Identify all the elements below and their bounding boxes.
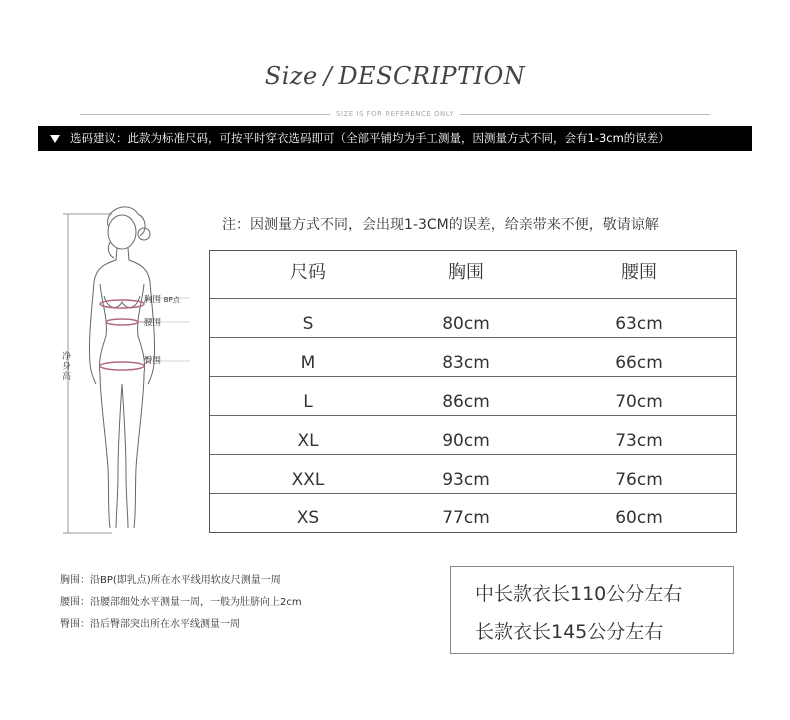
- cell-size: L: [303, 392, 313, 412]
- table-row: [210, 383, 736, 422]
- cell-size: M: [300, 353, 316, 373]
- label-hip: 臀围: [144, 356, 162, 366]
- header-waist: 腰围: [621, 262, 657, 283]
- header-size: 尺码: [290, 262, 326, 283]
- cell-bust: 77cm: [442, 508, 490, 528]
- cell-size: XXL: [291, 470, 325, 490]
- divider-left: [80, 114, 330, 115]
- page-title: [0, 62, 790, 90]
- cell-waist: 63cm: [615, 314, 663, 334]
- cell-waist: 60cm: [615, 508, 663, 528]
- table-divider: [210, 337, 736, 338]
- size-advice-banner: [38, 126, 752, 151]
- size-table: [209, 250, 737, 533]
- cell-bust: 86cm: [442, 392, 490, 412]
- table-row: [210, 461, 736, 500]
- length-long: 长款衣长145公分左右: [475, 621, 664, 643]
- measure-waist: 腰围：沿腰部细处水平测量一周，一般为肚脐向上2cm: [60, 597, 302, 608]
- garment-length-box: [450, 566, 734, 654]
- table-divider: [210, 298, 736, 299]
- cell-waist: 66cm: [615, 353, 663, 373]
- label-height: 净身高: [62, 352, 72, 382]
- table-header-row: [210, 251, 736, 290]
- measure-bust: 胸围：沿BP(即乳点)所在水平线用软皮尺测量一周: [60, 575, 281, 586]
- title-sub: DESCRIPTION: [338, 62, 526, 90]
- cell-bust: 80cm: [442, 314, 490, 334]
- triangle-down-icon: [50, 135, 60, 143]
- table-row: [210, 499, 736, 538]
- subtitle: SIZE IS FOR REFERENCE ONLY: [335, 110, 455, 118]
- banner-text: 选码建议：此款为标准尺码，可按平时穿衣选码即可（全部平铺均为手工测量，因测量方式不同，会有1-3cm的误差）: [70, 131, 670, 145]
- length-medium: 中长款衣长110公分左右: [475, 583, 683, 605]
- measurement-instructions: [60, 573, 400, 639]
- table-divider: [210, 415, 736, 416]
- cell-size: XS: [296, 508, 320, 528]
- subtitle-divider: [80, 108, 710, 120]
- header-bust: 胸围: [448, 262, 484, 283]
- table-row: [210, 344, 736, 383]
- table-divider: [210, 493, 736, 494]
- table-row: [210, 422, 736, 461]
- cell-bust: 90cm: [442, 431, 490, 451]
- cell-size: S: [302, 314, 314, 334]
- table-divider: [210, 454, 736, 455]
- cell-bust: 83cm: [442, 353, 490, 373]
- label-bust-text: 胸围: [144, 295, 162, 305]
- table-row: [210, 305, 736, 344]
- label-bust: [144, 293, 180, 305]
- label-waist: 腰围: [144, 318, 162, 328]
- body-outline-icon: [52, 198, 212, 538]
- label-bp-text: BP点: [163, 296, 180, 304]
- cell-size: XL: [297, 431, 319, 451]
- table-divider: [210, 376, 736, 377]
- measurement-note: 注：因测量方式不同，会出现1-3CM的误差，给亲带来不便，敬请谅解: [222, 217, 659, 233]
- cell-waist: 76cm: [615, 470, 663, 490]
- title-main: Size: [264, 62, 318, 90]
- measure-hip: 臀围：沿后臀部突出所在水平线测量一周: [60, 619, 240, 630]
- cell-bust: 93cm: [442, 470, 490, 490]
- title-separator: /: [323, 62, 333, 90]
- cell-waist: 73cm: [615, 431, 663, 451]
- body-figure-illustration: [52, 198, 212, 538]
- cell-waist: 70cm: [615, 392, 663, 412]
- divider-right: [460, 114, 710, 115]
